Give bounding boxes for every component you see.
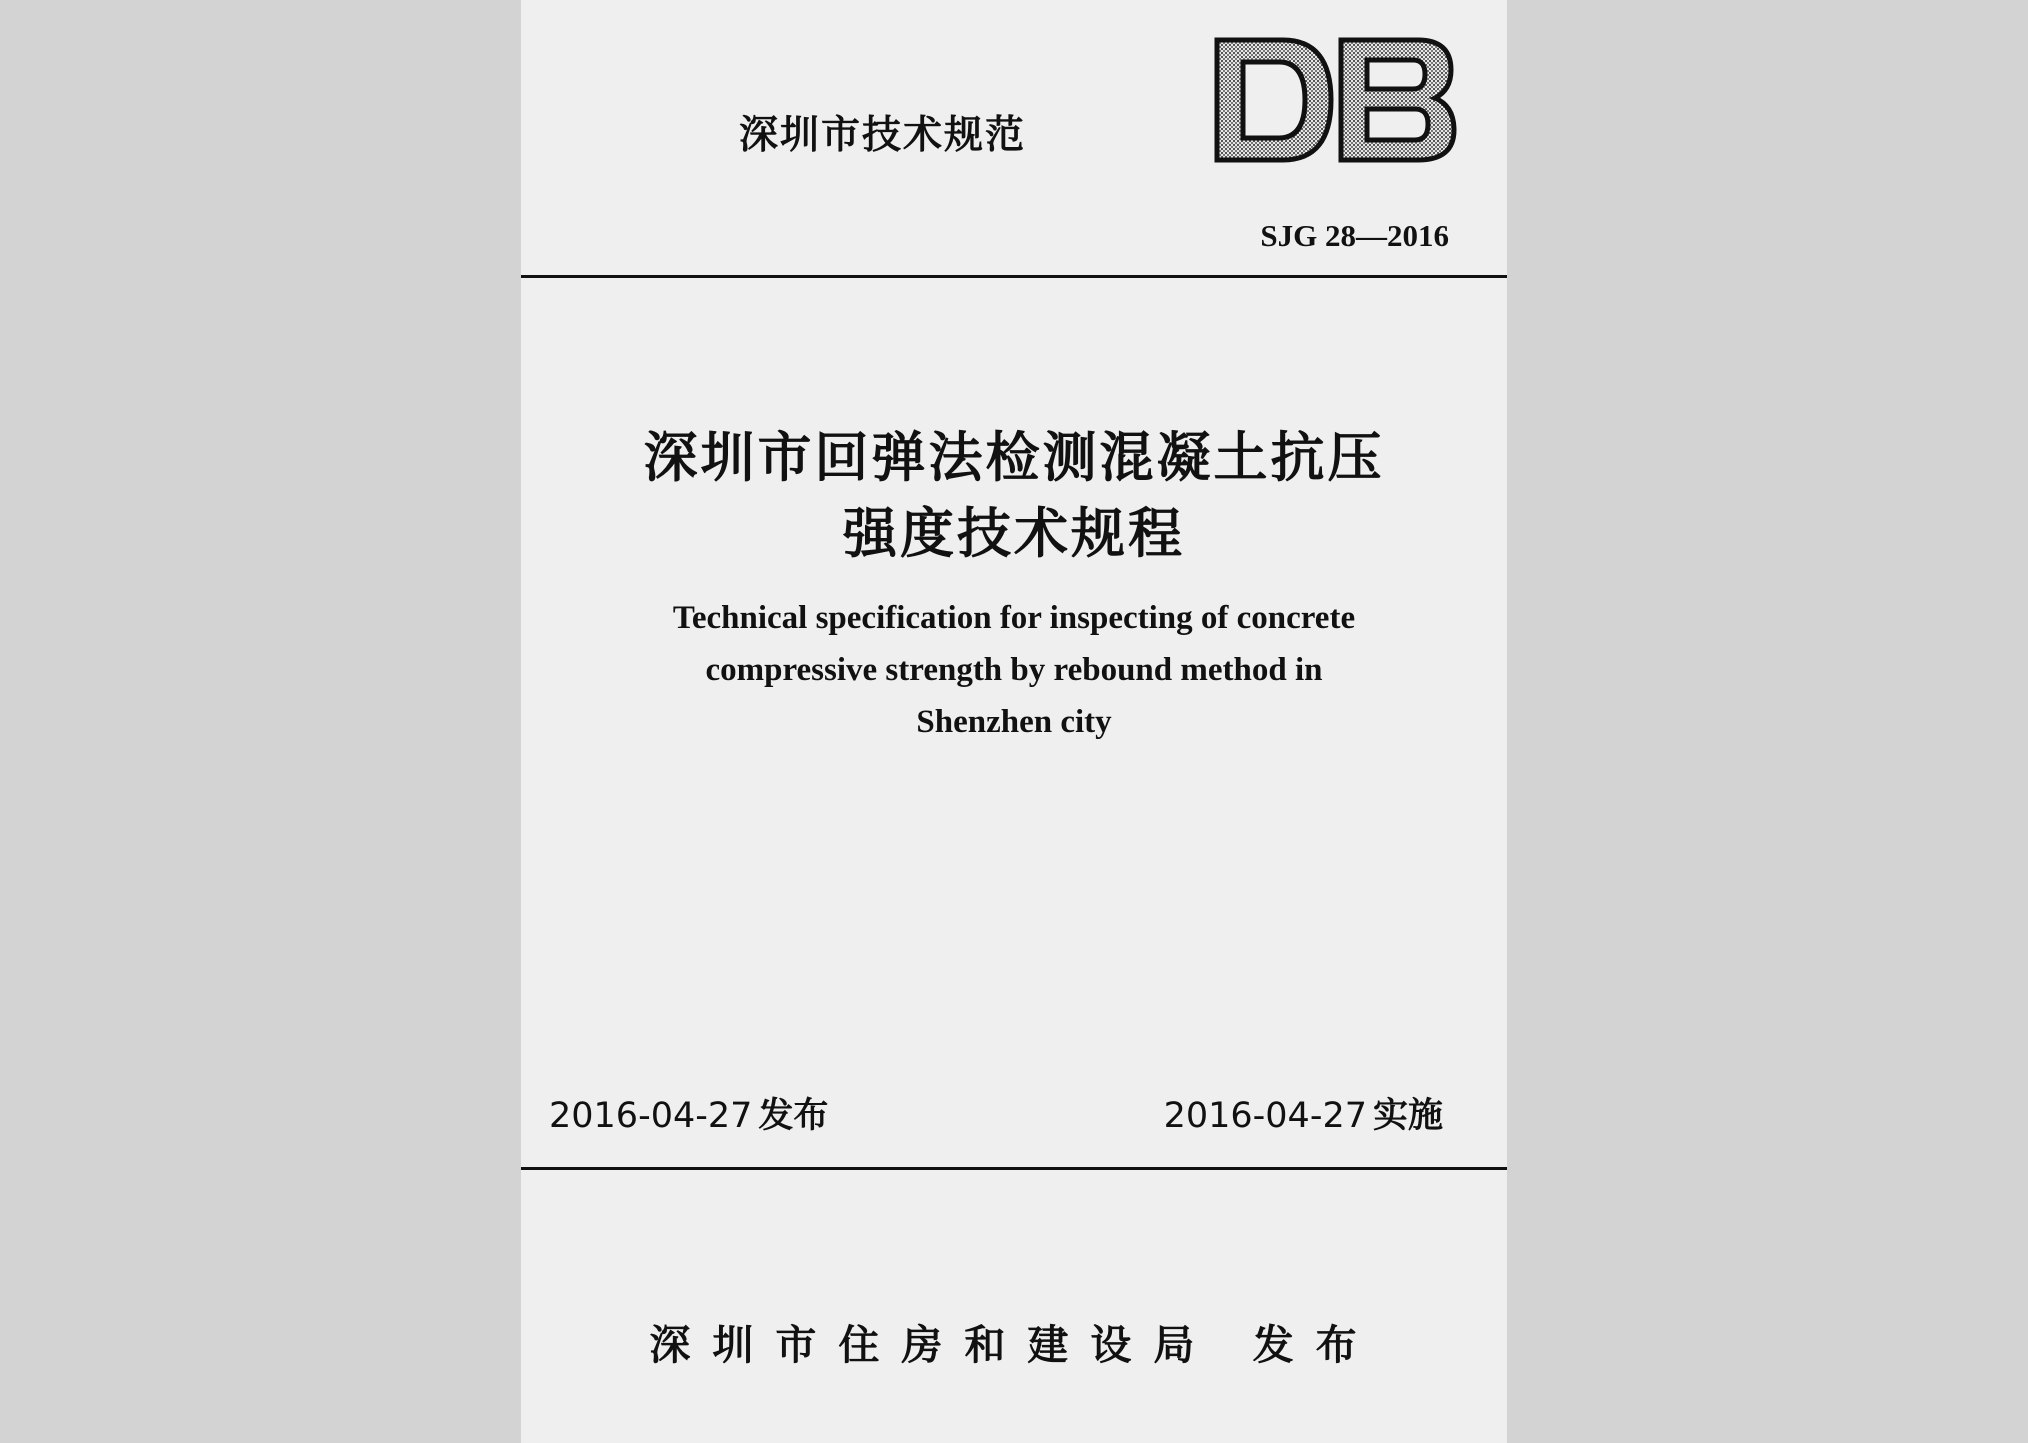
top-rule	[521, 275, 1507, 278]
standard-cover-page	[521, 0, 1507, 1443]
title-en-line2: compressive strength by rebound method in	[705, 652, 1323, 688]
title-zh-line2: 强度技术规程	[843, 502, 1185, 565]
bottom-rule	[521, 1167, 1507, 1170]
issue-date-label: 发布	[758, 1096, 829, 1136]
issue-date	[549, 1088, 828, 1138]
effective-date	[1164, 1088, 1443, 1138]
db-logo	[1213, 36, 1458, 164]
title-en-line3: Shenzhen city	[916, 704, 1112, 740]
issue-date-value: 2016-04-27	[549, 1096, 753, 1136]
effective-date-label: 实施	[1372, 1096, 1443, 1136]
title-en-line1: Technical specification for inspecting of concrete	[672, 600, 1356, 636]
title-zh-line1: 深圳市回弹法检测混凝土抗压	[643, 426, 1385, 489]
series-label: 深圳市技术规范	[739, 113, 1027, 158]
effective-date-value: 2016-04-27	[1163, 1096, 1367, 1136]
publisher: 深圳市住房和建设局 发布	[649, 1321, 1379, 1369]
standard-code: SJG 28—2016	[1260, 218, 1449, 253]
